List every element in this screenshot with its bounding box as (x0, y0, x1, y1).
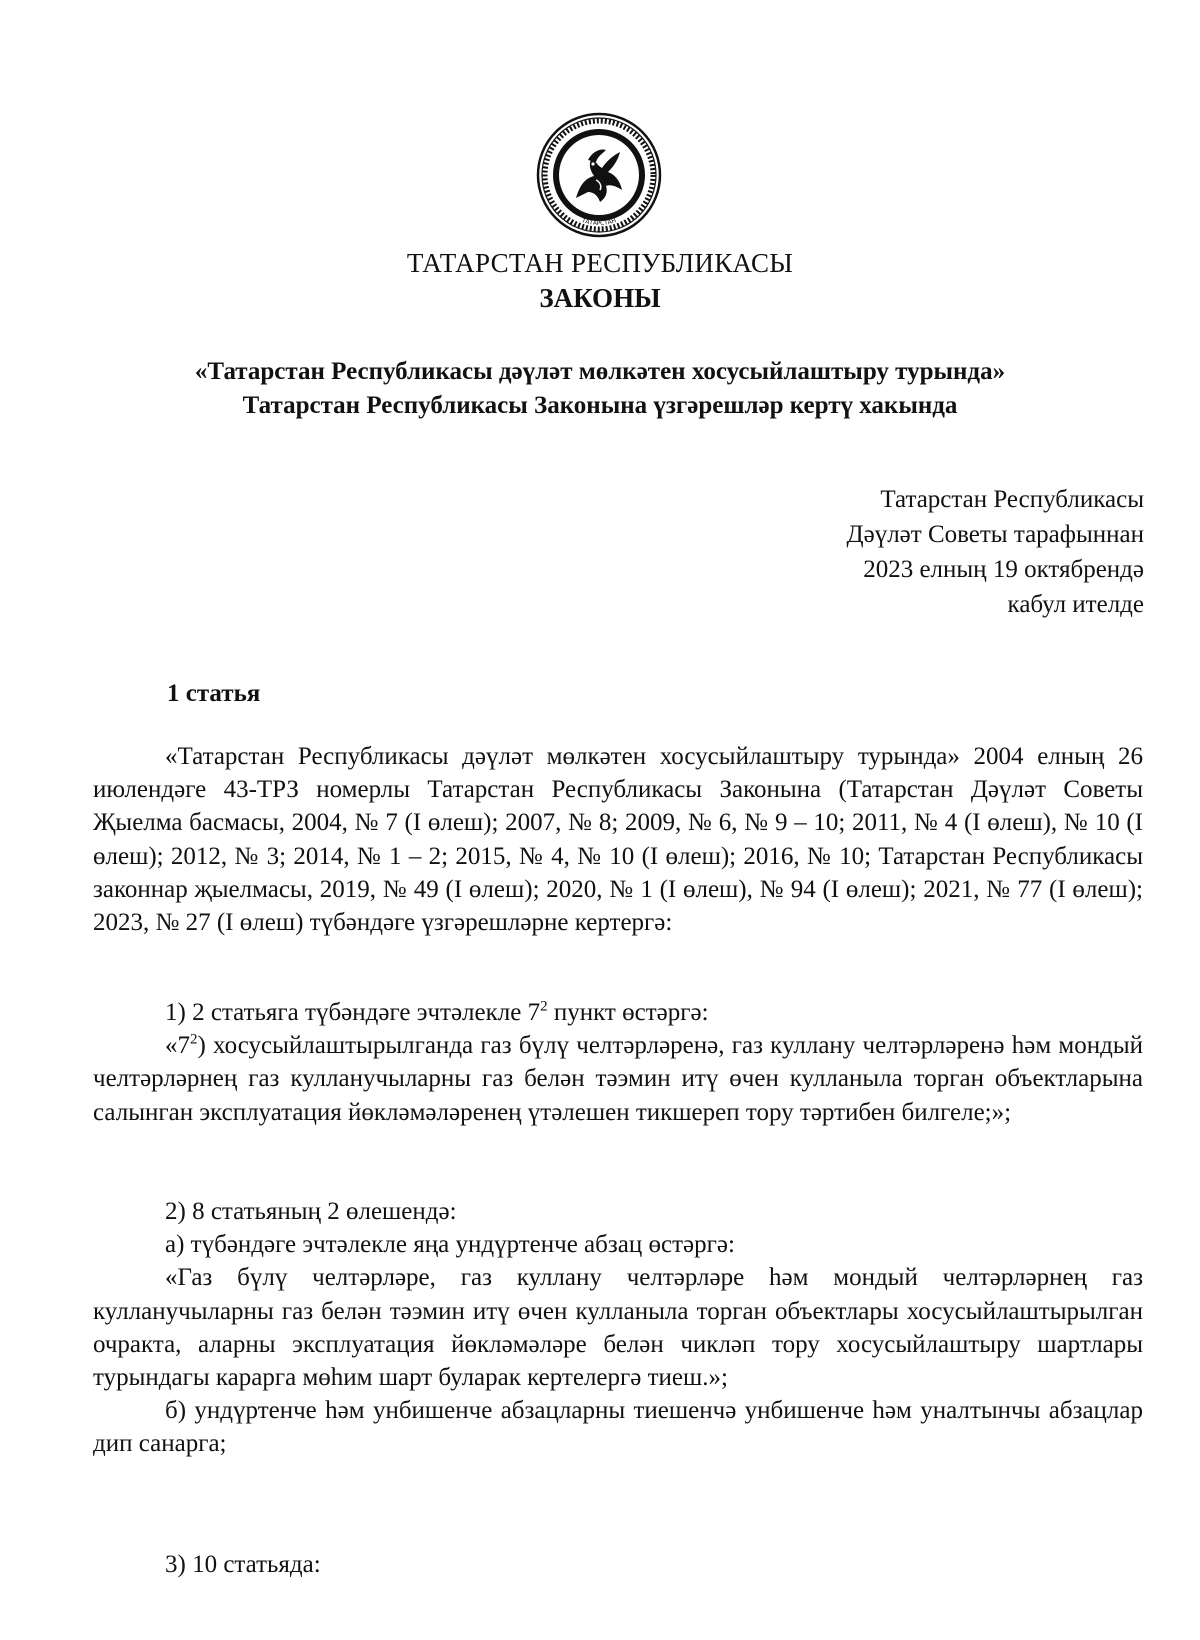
adoption-date: 2023 елның 19 октябрендә (863, 556, 1144, 583)
item-2-paragraph: 2) 8 статьяның 2 өлешендә: (165, 1198, 457, 1225)
intro-paragraph: «Татарстан Республикасы дәүләт мөлкәтен хосусыйлаштыру турында» 2004 елның 26 июлендәге 43-ТРЗ номерлы Татарстан Республикасы Законына (Татарстан Дәүләт Советы Җыелма басмасы, 2004, № 7 (I өлеш); 2007, № 8; 2009, № 6, № 9 – 10; 2011, № 4 (I өлеш), № 10 (I өлеш); 2012, № 3; 2014, № 1 – 2; 2015, № 4, № 10 (I өлеш); 2016, № 10; Татарстан Республикасы законнар җыелмасы, 2019, № 49 (I өлеш); 2020, № 1 (I өлеш), № 94 (I өлеш); 2021, № 77 (I өлеш); 2023, № 27 (I өлеш) түбәндәге үзгәрешләрне кертергә: (93, 743, 1143, 937)
law-title-line-2: Татарстан Республикасы Законына үзгәрешләр кертү хакында (242, 392, 958, 419)
adoption-line: кабул ителде (1007, 591, 1144, 618)
tatarstan-coat-of-arms-icon (536, 112, 662, 238)
item-2a-paragraph: а) түбәндәге эчтәлекле яңа ундүртенче абзац өстәргә: (165, 1231, 735, 1259)
republic-heading: ТАТАРСТАН РЕСПУБЛИКАСЫ (406, 248, 794, 278)
article-intro (93, 740, 1143, 939)
adoption-note (847, 482, 1144, 622)
law-heading: ЗАКОНЫ (539, 283, 661, 313)
adoption-line: Татарстан Республикасы (880, 486, 1144, 513)
item-2-block (93, 1195, 1143, 1461)
adoption-line: Дәүләт Советы тарафыннан (846, 521, 1144, 548)
article-heading: 1 статья (167, 680, 261, 707)
item-3-paragraph: 3) 10 статьяда: (165, 1551, 321, 1578)
item-2a-quote: «Газ бүлү челтәрләре, газ куллану челтәрләре һәм мондый челтәрләрнең газ кулланучыларны газ белән тәэмин итү өчен кулланыла торган объектлары хосусыйлаштырылган очракта, аларны эксплуатация йөкләмәләре белән чикләп тору хосусыйлаштыру шартлары турындагы карарга мөһим шарт буларак кертелергә тиеш.»; (93, 1264, 1143, 1392)
svg-text:ТАТАРСТАН: ТАТАРСТАН (580, 217, 618, 228)
item-2b-paragraph: б) ундүртенче һәм унбишенче абзацларны тиешенчә унбишенче һәм уналтынчы абзацлар дип санарга; (93, 1397, 1143, 1458)
law-title-line-1: «Татарстан Республикасы дәүләт мөлкәтен хосусыйлаштыру турында» (194, 358, 1006, 385)
item-3-block (93, 1548, 1143, 1581)
item-1-block (93, 996, 1143, 1129)
item-1-quote: «$7^2$) хосусыйлаштырылганда газ бүлү челтәрләренә, газ куллану челтәрләренә һәм мондый челтәрләрнең газ кулланучыларны газ белән тәэмин итү өчен кулланыла торган объектларына салынган эксплуатация йөкләмәләренең үтәлешен тикшереп тору тәртибен билгеле;»; (93, 1031, 1143, 1126)
item-1-paragraph: 1) 2 статьяга түбәндәге эчтәлекле $7^2$ пункт өстәргә: (165, 998, 709, 1026)
